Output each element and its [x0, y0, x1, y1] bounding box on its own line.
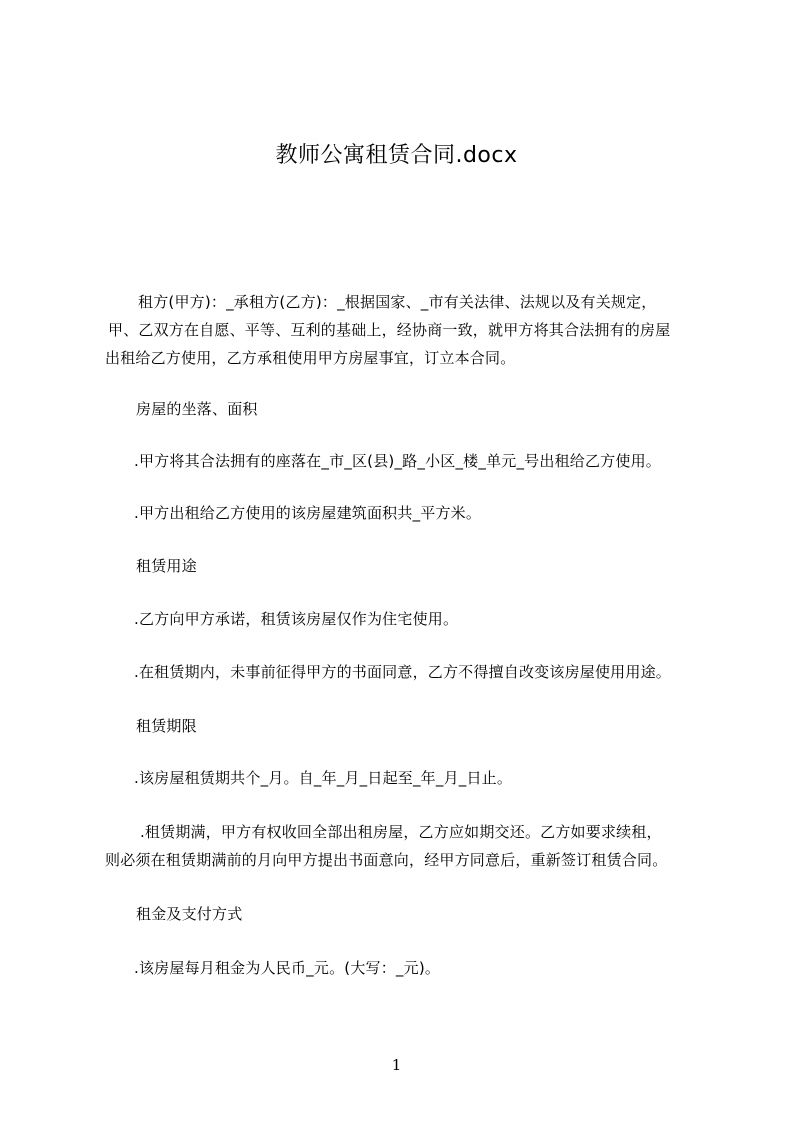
rent-item-1: .该房屋每月租金为人民币_元。(大写：_元)。 [134, 959, 441, 977]
term-item-2-line-2: 则必须在租赁期满前的月向甲方提出书面意向，经甲方同意后，重新签订租赁合同。 [105, 851, 668, 869]
location-item-2: .甲方出租给乙方使用的该房屋建筑面积共_平方米。 [134, 504, 482, 522]
section-heading-term: 租赁期限 [136, 717, 197, 735]
intro-paragraph [105, 288, 700, 372]
location-item-1: .甲方将其合法拥有的座落在_市_区(县)_路_小区_楼_单元_号出租给乙方使用。 [134, 452, 661, 470]
intro-line-3: 出租给乙方使用，乙方承租使用甲方房屋事宜，订立本合同。 [105, 349, 516, 367]
document-title: 教师公寓租赁合同.docx [275, 143, 518, 168]
use-item-1: .乙方向甲方承诺，租赁该房屋仅作为住宅使用。 [134, 610, 459, 628]
use-item-2: .在租赁期内，未事前征得甲方的书面同意，乙方不得擅自改变该房屋使用用途。 [134, 663, 671, 681]
intro-line-1: 租方(甲方)：_承租方(乙方)：_根据国家、_市有关法律、法规以及有关规定， [138, 293, 657, 311]
term-item-2 [105, 818, 700, 874]
intro-line-2: 甲、乙双方在自愿、平等、互利的基础上，经协商一致，就甲方将其合法拥有的房屋 [108, 321, 671, 339]
section-heading-location: 房屋的坐落、面积 [136, 400, 258, 418]
section-heading-use: 租赁用途 [136, 557, 197, 575]
page-number: 1 [391, 1056, 402, 1074]
section-heading-rent: 租金及支付方式 [136, 905, 243, 923]
term-item-1: .该房屋租赁期共个_月。自_年_月_日起至_年_月_日止。 [134, 769, 513, 787]
term-item-2-line-1: .租赁期满，甲方有权收回全部出租房屋，乙方应如期交还。乙方如要求续租， [135, 823, 662, 841]
